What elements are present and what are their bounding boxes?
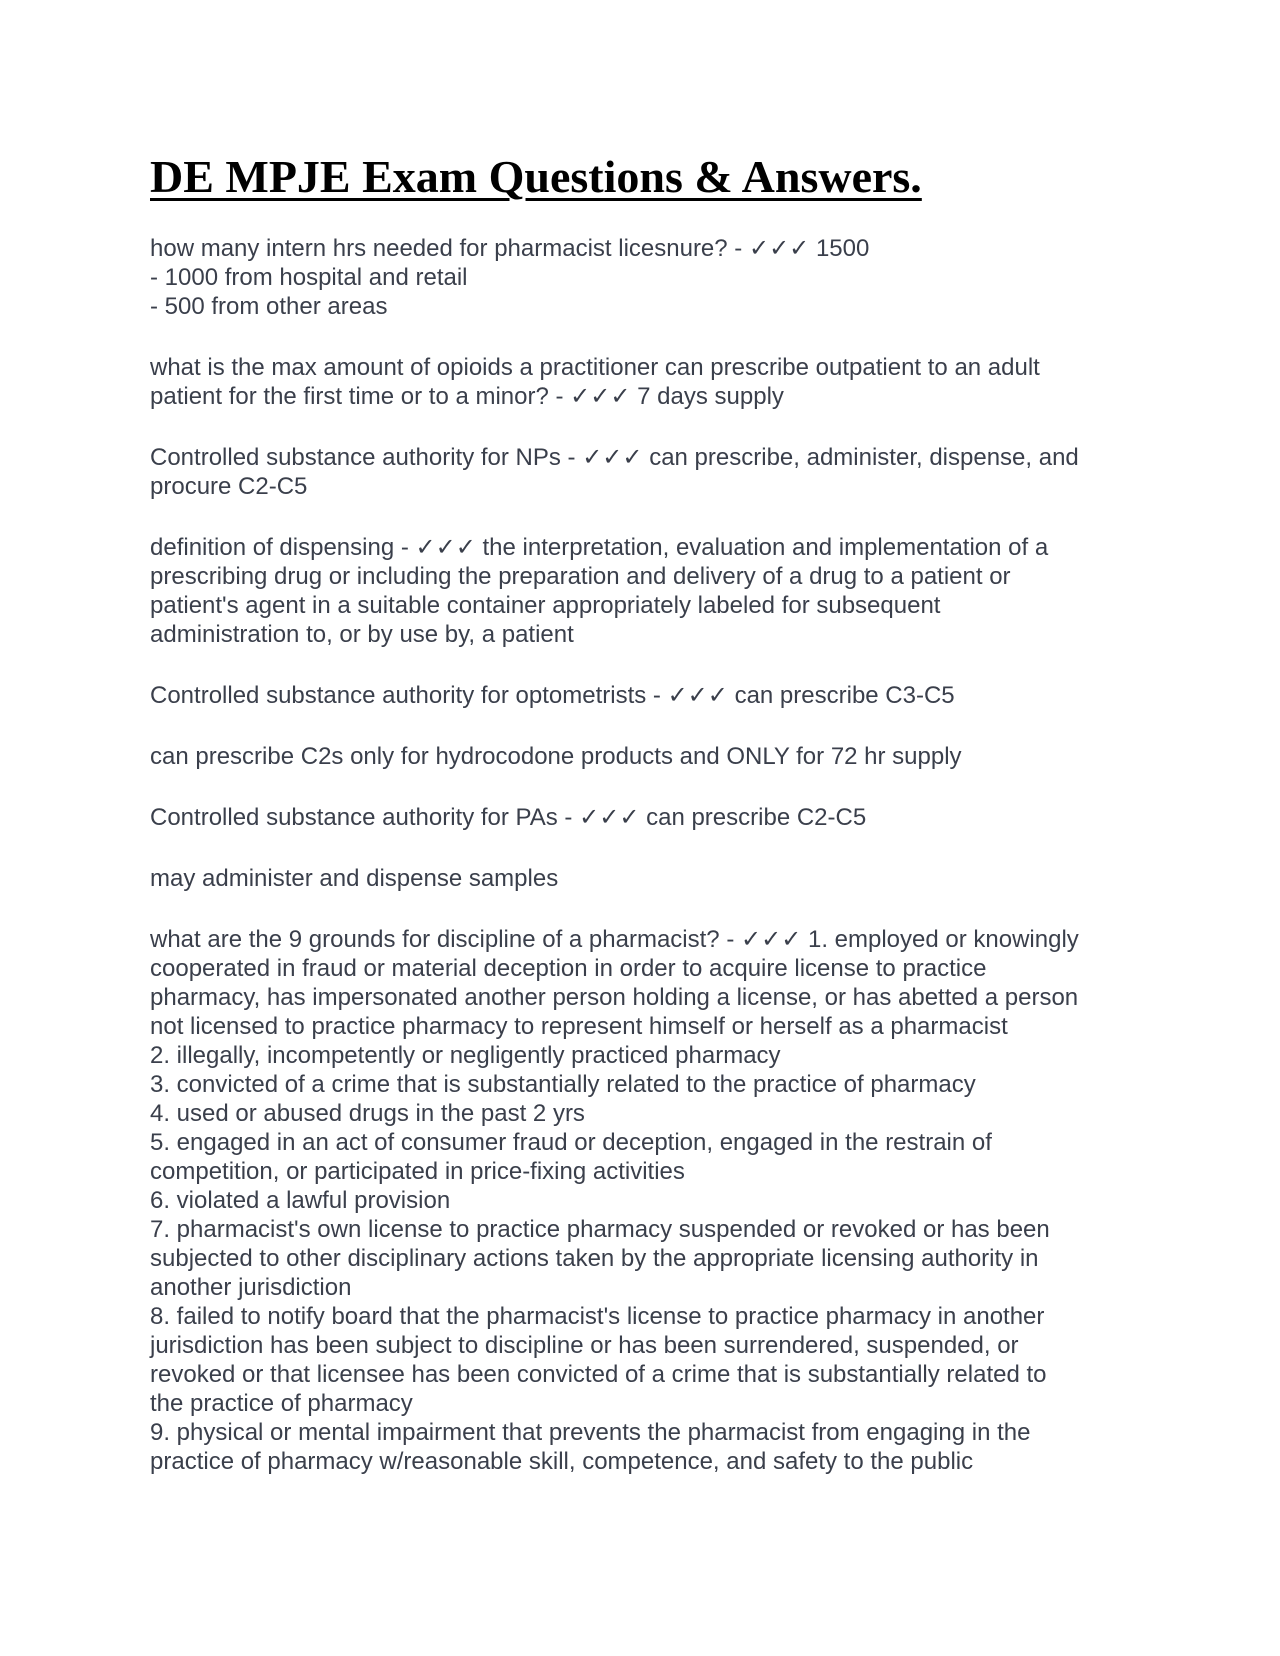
text-line: patient's agent in a suitable container appropriately labeled for subsequent xyxy=(150,592,941,619)
text-line: 6. violated a lawful provision xyxy=(150,1187,451,1214)
qa-item-pa-samples xyxy=(150,864,1150,893)
text-line: 8. failed to notify board that the pharmacist's license to practice pharmacy in another xyxy=(150,1303,1045,1330)
text-line: 2. illegally, incompetently or negligently practiced pharmacy xyxy=(150,1042,781,1069)
text-line: revoked or that licensee has been convicted of a crime that is substantially related to xyxy=(150,1361,1047,1388)
text-line: how many intern hrs needed for pharmacist licesnure? - ✓✓✓ 1500 xyxy=(150,235,870,262)
text-line: what are the 9 grounds for discipline of a pharmacist? - ✓✓✓ 1. employed or knowingly xyxy=(150,926,1079,953)
text-line: 9. physical or mental impairment that prevents the pharmacist from engaging in the xyxy=(150,1419,1031,1446)
text-line: cooperated in fraud or material deception in order to acquire license to practice xyxy=(150,955,987,982)
text-line: another jurisdiction xyxy=(150,1274,352,1301)
qa-item-opioid-max xyxy=(150,353,1150,411)
text-line: 5. engaged in an act of consumer fraud or deception, engaged in the restrain of xyxy=(150,1129,992,1156)
text-line: may administer and dispense samples xyxy=(150,865,559,892)
text-line: can prescribe C2s only for hydrocodone products and ONLY for 72 hr supply xyxy=(150,743,962,770)
text-line: Controlled substance authority for NPs - ✓✓✓ can prescribe, administer, dispense, and xyxy=(150,444,1079,471)
text-line: 4. used or abused drugs in the past 2 yrs xyxy=(150,1100,585,1127)
text-line: pharmacy, has impersonated another person holding a license, or has abetted a person xyxy=(150,984,1079,1011)
qa-item-intern-hours xyxy=(150,234,1150,321)
qa-item-optometrist-c2 xyxy=(150,742,1150,771)
text-line: subjected to other disciplinary actions taken by the appropriate licensing authority in xyxy=(150,1245,1039,1272)
qa-list xyxy=(150,234,1150,1508)
qa-item-optometrist-authority xyxy=(150,681,1150,710)
text-line: competition, or participated in price-fixing activities xyxy=(150,1158,685,1185)
qa-item-discipline-grounds xyxy=(150,925,1150,1476)
text-line: what is the max amount of opioids a practitioner can prescribe outpatient to an adult xyxy=(150,354,1040,381)
text-line: 3. convicted of a crime that is substantially related to the practice of pharmacy xyxy=(150,1071,976,1098)
text-line: Controlled substance authority for optometrists - ✓✓✓ can prescribe C3-C5 xyxy=(150,682,955,709)
text-line: definition of dispensing - ✓✓✓ the interpretation, evaluation and implementation of a xyxy=(150,534,1049,561)
text-line: procure C2-C5 xyxy=(150,473,308,500)
qa-item-np-authority xyxy=(150,443,1150,501)
text-line: - 1000 from hospital and retail xyxy=(150,264,468,291)
text-line: the practice of pharmacy xyxy=(150,1390,413,1417)
qa-item-pa-authority xyxy=(150,803,1150,832)
text-line: - 500 from other areas xyxy=(150,293,388,320)
text-line: prescribing drug or including the preparation and delivery of a drug to a patient or xyxy=(150,563,1011,590)
text-line: not licensed to practice pharmacy to represent himself or herself as a pharmacist xyxy=(150,1013,1008,1040)
text-line: 7. pharmacist's own license to practice pharmacy suspended or revoked or has been xyxy=(150,1216,1050,1243)
text-line: practice of pharmacy w/reasonable skill, competence, and safety to the public xyxy=(150,1448,974,1475)
text-line: patient for the first time or to a minor? - ✓✓✓ 7 days supply xyxy=(150,383,784,410)
document-title: DE MPJE Exam Questions & Answers. xyxy=(150,151,922,202)
text-line: administration to, or by use by, a patient xyxy=(150,621,574,648)
qa-item-dispensing-definition xyxy=(150,533,1150,649)
text-line: jurisdiction has been subject to discipline or has been surrendered, suspended, or xyxy=(150,1332,1019,1359)
text-line: Controlled substance authority for PAs - ✓✓✓ can prescribe C2-C5 xyxy=(150,804,867,831)
